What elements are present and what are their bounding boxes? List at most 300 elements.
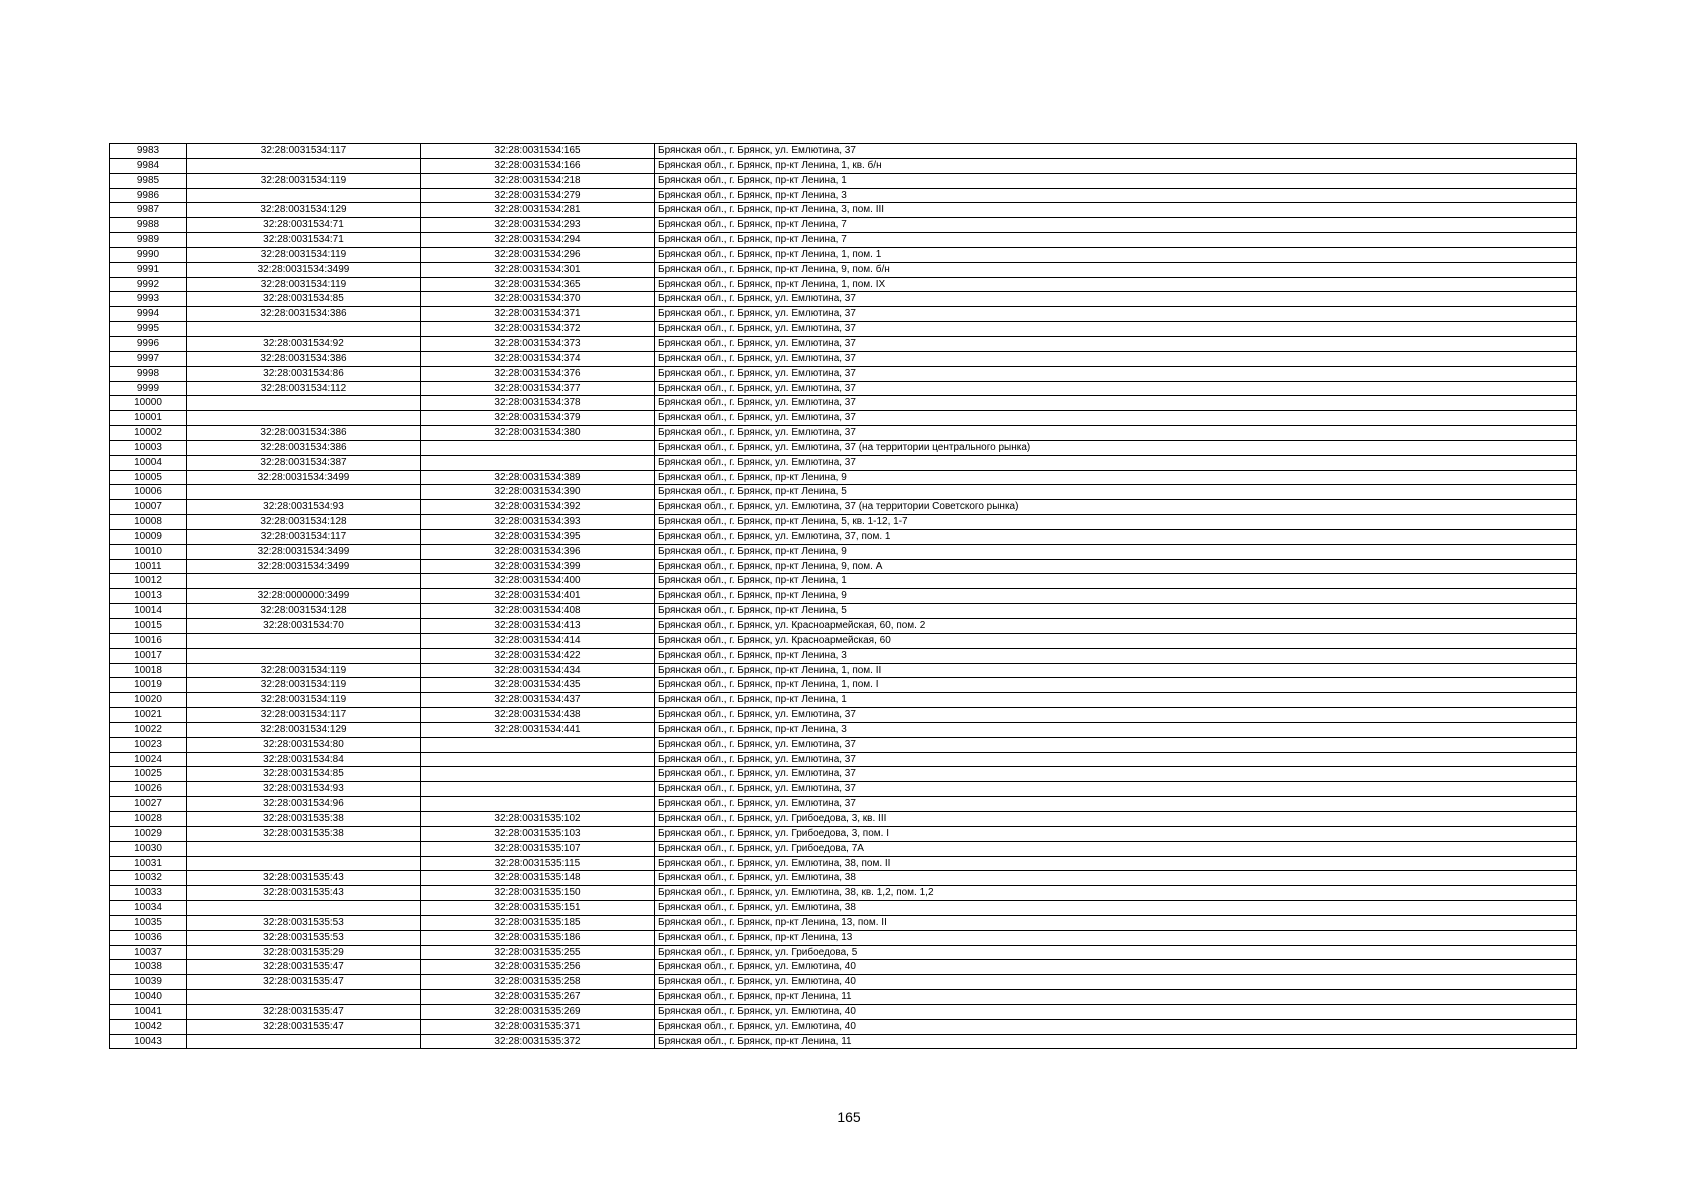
table-row (110, 960, 1577, 975)
parcel-number-cell: 32:28:0031534:128 (187, 604, 421, 619)
address-cell: Брянская обл., г. Брянск, пр-кт Ленина, 1, пом. II (655, 663, 1577, 678)
parcel-number-cell: 32:28:0031535:53 (187, 930, 421, 945)
address-cell: Брянская обл., г. Брянск, ул. Грибоедова, 7А (655, 841, 1577, 856)
parcel-number-cell (187, 322, 421, 337)
table-row (110, 336, 1577, 351)
parcel-number-cell: 32:28:0031534:3499 (187, 470, 421, 485)
address-cell: Брянская обл., г. Брянск, ул. Грибоедова, 5 (655, 945, 1577, 960)
parcel-number-cell: 32:28:0031534:80 (187, 737, 421, 752)
row-number-cell: 10039 (110, 975, 187, 990)
table-row (110, 262, 1577, 277)
table-row (110, 470, 1577, 485)
address-cell: Брянская обл., г. Брянск, пр-кт Ленина, 1, пом. I (655, 678, 1577, 693)
cadastral-number-cell: 32:28:0031535:103 (421, 826, 655, 841)
table-row (110, 144, 1577, 159)
parcel-number-cell (187, 188, 421, 203)
cadastral-number-cell: 32:28:0031535:372 (421, 1034, 655, 1049)
parcel-number-cell: 32:28:0031535:53 (187, 915, 421, 930)
row-number-cell: 10002 (110, 426, 187, 441)
address-cell: Брянская обл., г. Брянск, ул. Красноармейская, 60, пом. 2 (655, 619, 1577, 634)
row-number-cell: 10015 (110, 619, 187, 634)
table-row (110, 648, 1577, 663)
parcel-number-cell: 32:28:0031534:86 (187, 366, 421, 381)
parcel-number-cell: 32:28:0031535:47 (187, 960, 421, 975)
parcel-number-cell: 32:28:0031534:84 (187, 752, 421, 767)
cadastral-number-cell: 32:28:0031535:185 (421, 915, 655, 930)
table-row (110, 173, 1577, 188)
cadastral-number-cell: 32:28:0031535:150 (421, 886, 655, 901)
row-number-cell: 10037 (110, 945, 187, 960)
parcel-number-cell: 32:28:0031534:3499 (187, 262, 421, 277)
parcel-number-cell (187, 648, 421, 663)
address-cell: Брянская обл., г. Брянск, пр-кт Ленина, 1 (655, 173, 1577, 188)
address-cell: Брянская обл., г. Брянск, пр-кт Ленина, 7 (655, 218, 1577, 233)
table-row (110, 426, 1577, 441)
row-number-cell: 9996 (110, 336, 187, 351)
row-number-cell: 9991 (110, 262, 187, 277)
table-row (110, 945, 1577, 960)
parcel-number-cell: 32:28:0031534:119 (187, 173, 421, 188)
address-cell: Брянская обл., г. Брянск, пр-кт Ленина, 3 (655, 648, 1577, 663)
table-row (110, 841, 1577, 856)
address-cell: Брянская обл., г. Брянск, пр-кт Ленина, 11 (655, 990, 1577, 1005)
row-number-cell: 10028 (110, 811, 187, 826)
cadastral-number-cell: 32:28:0031534:293 (421, 218, 655, 233)
parcel-number-cell: 32:28:0031534:119 (187, 693, 421, 708)
parcel-number-cell (187, 990, 421, 1005)
table-row (110, 500, 1577, 515)
address-cell: Брянская обл., г. Брянск, пр-кт Ленина, 1 (655, 693, 1577, 708)
table-row (110, 990, 1577, 1005)
table-row (110, 233, 1577, 248)
parcel-number-cell: 32:28:0031534:93 (187, 782, 421, 797)
address-cell: Брянская обл., г. Брянск, ул. Емлютина, 37 (655, 292, 1577, 307)
cadastral-number-cell: 32:28:0031534:434 (421, 663, 655, 678)
address-cell: Брянская обл., г. Брянск, ул. Емлютина, 37 (655, 455, 1577, 470)
table-row (110, 544, 1577, 559)
cadastral-number-cell: 32:28:0031534:372 (421, 322, 655, 337)
parcel-number-cell: 32:28:0031534:128 (187, 515, 421, 530)
page-number: 165 (837, 1109, 861, 1125)
address-cell: Брянская обл., г. Брянск, ул. Емлютина, 37 (655, 797, 1577, 812)
row-number-cell: 10014 (110, 604, 187, 619)
parcel-number-cell: 32:28:0031534:96 (187, 797, 421, 812)
row-number-cell: 10036 (110, 930, 187, 945)
table-row (110, 871, 1577, 886)
parcel-number-cell (187, 485, 421, 500)
row-number-cell: 9983 (110, 144, 187, 159)
table-row (110, 485, 1577, 500)
registry-table-body (110, 144, 1577, 1049)
address-cell: Брянская обл., г. Брянск, пр-кт Ленина, 5 (655, 604, 1577, 619)
address-cell: Брянская обл., г. Брянск, ул. Емлютина, 37 (655, 752, 1577, 767)
cadastral-number-cell: 32:28:0031534:422 (421, 648, 655, 663)
row-number-cell: 10016 (110, 633, 187, 648)
table-row (110, 307, 1577, 322)
address-cell: Брянская обл., г. Брянск, пр-кт Ленина, 9 (655, 544, 1577, 559)
address-cell: Брянская обл., г. Брянск, пр-кт Ленина, 13 (655, 930, 1577, 945)
cadastral-number-cell: 32:28:0031534:374 (421, 351, 655, 366)
cadastral-number-cell: 32:28:0031535:107 (421, 841, 655, 856)
parcel-number-cell: 32:28:0031534:70 (187, 619, 421, 634)
parcel-number-cell (187, 841, 421, 856)
parcel-number-cell (187, 411, 421, 426)
row-number-cell: 10042 (110, 1019, 187, 1034)
table-row (110, 559, 1577, 574)
cadastral-number-cell: 32:28:0031534:378 (421, 396, 655, 411)
table-row (110, 856, 1577, 871)
parcel-number-cell (187, 1034, 421, 1049)
table-row (110, 678, 1577, 693)
address-cell: Брянская обл., г. Брянск, ул. Емлютина, 37 (655, 782, 1577, 797)
cadastral-number-cell: 32:28:0031534:376 (421, 366, 655, 381)
table-row (110, 737, 1577, 752)
row-number-cell: 10024 (110, 752, 187, 767)
table-row (110, 663, 1577, 678)
table-row (110, 203, 1577, 218)
table-row (110, 797, 1577, 812)
cadastral-number-cell: 32:28:0031534:380 (421, 426, 655, 441)
row-number-cell: 9986 (110, 188, 187, 203)
row-number-cell: 10038 (110, 960, 187, 975)
cadastral-number-cell (421, 767, 655, 782)
parcel-number-cell: 32:28:0031534:71 (187, 218, 421, 233)
address-cell: Брянская обл., г. Брянск, ул. Емлютина, 37 (655, 767, 1577, 782)
table-row (110, 915, 1577, 930)
address-cell: Брянская обл., г. Брянск, пр-кт Ленина, 5, кв. 1-12, 1-7 (655, 515, 1577, 530)
address-cell: Брянская обл., г. Брянск, ул. Грибоедова, 3, кв. III (655, 811, 1577, 826)
table-row (110, 901, 1577, 916)
cadastral-number-cell: 32:28:0031535:255 (421, 945, 655, 960)
row-number-cell: 9999 (110, 381, 187, 396)
cadastral-number-cell: 32:28:0031534:166 (421, 158, 655, 173)
cadastral-number-cell: 32:28:0031535:267 (421, 990, 655, 1005)
address-cell: Брянская обл., г. Брянск, пр-кт Ленина, 1, кв. б/н (655, 158, 1577, 173)
address-cell: Брянская обл., г. Брянск, ул. Емлютина, 37 (на территории центрального рынка) (655, 440, 1577, 455)
parcel-number-cell: 32:28:0031535:47 (187, 1004, 421, 1019)
address-cell: Брянская обл., г. Брянск, пр-кт Ленина, 1, пом. 1 (655, 247, 1577, 262)
property-registry-table (109, 143, 1577, 1049)
address-cell: Брянская обл., г. Брянск, ул. Емлютина, 37 (655, 396, 1577, 411)
table-row (110, 975, 1577, 990)
row-number-cell: 10008 (110, 515, 187, 530)
table-row (110, 247, 1577, 262)
address-cell: Брянская обл., г. Брянск, пр-кт Ленина, 9, пом. б/н (655, 262, 1577, 277)
address-cell: Брянская обл., г. Брянск, ул. Емлютина, 37 (655, 351, 1577, 366)
table-row (110, 604, 1577, 619)
row-number-cell: 10004 (110, 455, 187, 470)
address-cell: Брянская обл., г. Брянск, пр-кт Ленина, 3 (655, 188, 1577, 203)
cadastral-number-cell: 32:28:0031534:390 (421, 485, 655, 500)
parcel-number-cell: 32:28:0031534:85 (187, 767, 421, 782)
cadastral-number-cell: 32:28:0031534:437 (421, 693, 655, 708)
parcel-number-cell: 32:28:0031535:43 (187, 871, 421, 886)
address-cell: Брянская обл., г. Брянск, пр-кт Ленина, 13, пом. II (655, 915, 1577, 930)
cadastral-number-cell: 32:28:0031534:435 (421, 678, 655, 693)
cadastral-number-cell: 32:28:0031534:377 (421, 381, 655, 396)
parcel-number-cell: 32:28:0031534:3499 (187, 544, 421, 559)
address-cell: Брянская обл., г. Брянск, ул. Емлютина, 38 (655, 901, 1577, 916)
row-number-cell: 9993 (110, 292, 187, 307)
address-cell: Брянская обл., г. Брянск, ул. Емлютина, 40 (655, 1019, 1577, 1034)
address-cell: Брянская обл., г. Брянск, пр-кт Ленина, 3, пом. III (655, 203, 1577, 218)
table-row (110, 1034, 1577, 1049)
cadastral-number-cell: 32:28:0031535:258 (421, 975, 655, 990)
table-row (110, 277, 1577, 292)
row-number-cell: 10001 (110, 411, 187, 426)
row-number-cell: 9989 (110, 233, 187, 248)
cadastral-number-cell: 32:28:0031534:393 (421, 515, 655, 530)
cadastral-number-cell: 32:28:0031534:373 (421, 336, 655, 351)
row-number-cell: 10025 (110, 767, 187, 782)
cadastral-number-cell: 32:28:0031534:401 (421, 589, 655, 604)
cadastral-number-cell: 32:28:0031534:395 (421, 529, 655, 544)
cadastral-number-cell: 32:28:0031534:281 (421, 203, 655, 218)
table-row (110, 455, 1577, 470)
table-row (110, 633, 1577, 648)
row-number-cell: 10012 (110, 574, 187, 589)
parcel-number-cell (187, 574, 421, 589)
parcel-number-cell: 32:28:0031534:386 (187, 351, 421, 366)
table-row (110, 886, 1577, 901)
table-row (110, 826, 1577, 841)
cadastral-number-cell (421, 782, 655, 797)
table-row (110, 440, 1577, 455)
row-number-cell: 10041 (110, 1004, 187, 1019)
table-row (110, 619, 1577, 634)
row-number-cell: 9988 (110, 218, 187, 233)
table-row (110, 322, 1577, 337)
parcel-number-cell: 32:28:0000000:3499 (187, 589, 421, 604)
parcel-number-cell: 32:28:0031534:119 (187, 277, 421, 292)
row-number-cell: 10031 (110, 856, 187, 871)
cadastral-number-cell: 32:28:0031534:296 (421, 247, 655, 262)
row-number-cell: 10019 (110, 678, 187, 693)
parcel-number-cell: 32:28:0031534:386 (187, 440, 421, 455)
row-number-cell: 9987 (110, 203, 187, 218)
row-number-cell: 10017 (110, 648, 187, 663)
cadastral-number-cell: 32:28:0031534:438 (421, 708, 655, 723)
address-cell: Брянская обл., г. Брянск, ул. Емлютина, 37 (655, 366, 1577, 381)
table-row (110, 782, 1577, 797)
row-number-cell: 9985 (110, 173, 187, 188)
row-number-cell: 10029 (110, 826, 187, 841)
address-cell: Брянская обл., г. Брянск, ул. Емлютина, 40 (655, 960, 1577, 975)
address-cell: Брянская обл., г. Брянск, ул. Емлютина, 37 (655, 322, 1577, 337)
parcel-number-cell: 32:28:0031534:85 (187, 292, 421, 307)
row-number-cell: 10013 (110, 589, 187, 604)
table-row (110, 158, 1577, 173)
table-row (110, 811, 1577, 826)
row-number-cell: 10022 (110, 722, 187, 737)
cadastral-number-cell: 32:28:0031534:414 (421, 633, 655, 648)
address-cell: Брянская обл., г. Брянск, пр-кт Ленина, 9, пом. А (655, 559, 1577, 574)
row-number-cell: 9998 (110, 366, 187, 381)
row-number-cell: 10011 (110, 559, 187, 574)
cadastral-number-cell: 32:28:0031535:186 (421, 930, 655, 945)
address-cell: Брянская обл., г. Брянск, ул. Емлютина, 37 (655, 708, 1577, 723)
address-cell: Брянская обл., г. Брянск, ул. Емлютина, 37 (655, 307, 1577, 322)
cadastral-number-cell (421, 737, 655, 752)
row-number-cell: 10026 (110, 782, 187, 797)
cadastral-number-cell: 32:28:0031535:151 (421, 901, 655, 916)
parcel-number-cell: 32:28:0031534:129 (187, 203, 421, 218)
address-cell: Брянская обл., г. Брянск, ул. Емлютина, 38, кв. 1,2, пом. 1,2 (655, 886, 1577, 901)
cadastral-number-cell: 32:28:0031534:279 (421, 188, 655, 203)
address-cell: Брянская обл., г. Брянск, ул. Емлютина, 37 (655, 336, 1577, 351)
address-cell: Брянская обл., г. Брянск, ул. Емлютина, 38 (655, 871, 1577, 886)
table-row (110, 767, 1577, 782)
cadastral-number-cell: 32:28:0031535:115 (421, 856, 655, 871)
row-number-cell: 10033 (110, 886, 187, 901)
parcel-number-cell: 32:28:0031534:112 (187, 381, 421, 396)
cadastral-number-cell: 32:28:0031534:413 (421, 619, 655, 634)
cadastral-number-cell: 32:28:0031534:371 (421, 307, 655, 322)
address-cell: Брянская обл., г. Брянск, ул. Емлютина, 37, пом. 1 (655, 529, 1577, 544)
address-cell: Брянская обл., г. Брянск, ул. Емлютина, 38, пом. II (655, 856, 1577, 871)
parcel-number-cell: 32:28:0031534:386 (187, 426, 421, 441)
parcel-number-cell: 32:28:0031534:119 (187, 663, 421, 678)
table-row (110, 1019, 1577, 1034)
cadastral-number-cell: 32:28:0031534:218 (421, 173, 655, 188)
cadastral-number-cell: 32:28:0031534:165 (421, 144, 655, 159)
parcel-number-cell: 32:28:0031534:3499 (187, 559, 421, 574)
parcel-number-cell: 32:28:0031534:119 (187, 247, 421, 262)
address-cell: Брянская обл., г. Брянск, пр-кт Ленина, 9 (655, 470, 1577, 485)
table-row (110, 292, 1577, 307)
cadastral-number-cell: 32:28:0031535:269 (421, 1004, 655, 1019)
row-number-cell: 9994 (110, 307, 187, 322)
address-cell: Брянская обл., г. Брянск, пр-кт Ленина, 5 (655, 485, 1577, 500)
table-row (110, 396, 1577, 411)
cadastral-number-cell: 32:28:0031534:396 (421, 544, 655, 559)
cadastral-number-cell (421, 752, 655, 767)
row-number-cell: 10000 (110, 396, 187, 411)
parcel-number-cell: 32:28:0031534:71 (187, 233, 421, 248)
address-cell: Брянская обл., г. Брянск, ул. Емлютина, 37 (655, 381, 1577, 396)
address-cell: Брянская обл., г. Брянск, ул. Емлютина, 37 (655, 737, 1577, 752)
row-number-cell: 9992 (110, 277, 187, 292)
parcel-number-cell: 32:28:0031535:47 (187, 1019, 421, 1034)
parcel-number-cell: 32:28:0031534:93 (187, 500, 421, 515)
cadastral-number-cell: 32:28:0031534:400 (421, 574, 655, 589)
address-cell: Брянская обл., г. Брянск, пр-кт Ленина, 9 (655, 589, 1577, 604)
table-row (110, 752, 1577, 767)
table-row (110, 411, 1577, 426)
address-cell: Брянская обл., г. Брянск, пр-кт Ленина, 7 (655, 233, 1577, 248)
address-cell: Брянская обл., г. Брянск, пр-кт Ленина, 3 (655, 722, 1577, 737)
row-number-cell: 10043 (110, 1034, 187, 1049)
row-number-cell: 10021 (110, 708, 187, 723)
row-number-cell: 10007 (110, 500, 187, 515)
row-number-cell: 9990 (110, 247, 187, 262)
row-number-cell: 10040 (110, 990, 187, 1005)
parcel-number-cell: 32:28:0031535:43 (187, 886, 421, 901)
row-number-cell: 9984 (110, 158, 187, 173)
cadastral-number-cell: 32:28:0031534:365 (421, 277, 655, 292)
parcel-number-cell: 32:28:0031534:119 (187, 678, 421, 693)
table-row (110, 708, 1577, 723)
parcel-number-cell: 32:28:0031534:92 (187, 336, 421, 351)
row-number-cell: 10009 (110, 529, 187, 544)
cadastral-number-cell: 32:28:0031535:256 (421, 960, 655, 975)
row-number-cell: 10032 (110, 871, 187, 886)
table-row (110, 930, 1577, 945)
address-cell: Брянская обл., г. Брянск, пр-кт Ленина, 1, пом. IX (655, 277, 1577, 292)
table-row (110, 351, 1577, 366)
table-row (110, 529, 1577, 544)
cadastral-number-cell (421, 797, 655, 812)
parcel-number-cell: 32:28:0031534:386 (187, 307, 421, 322)
cadastral-number-cell: 32:28:0031534:399 (421, 559, 655, 574)
parcel-number-cell: 32:28:0031535:29 (187, 945, 421, 960)
row-number-cell: 10018 (110, 663, 187, 678)
address-cell: Брянская обл., г. Брянск, ул. Красноармейская, 60 (655, 633, 1577, 648)
address-cell: Брянская обл., г. Брянск, ул. Емлютина, 37 (655, 144, 1577, 159)
row-number-cell: 10005 (110, 470, 187, 485)
parcel-number-cell (187, 396, 421, 411)
cadastral-number-cell: 32:28:0031534:408 (421, 604, 655, 619)
cadastral-number-cell: 32:28:0031534:379 (421, 411, 655, 426)
address-cell: Брянская обл., г. Брянск, ул. Емлютина, 40 (655, 1004, 1577, 1019)
table-row (110, 366, 1577, 381)
parcel-number-cell: 32:28:0031534:117 (187, 708, 421, 723)
cadastral-number-cell: 32:28:0031535:148 (421, 871, 655, 886)
cadastral-number-cell: 32:28:0031534:389 (421, 470, 655, 485)
parcel-number-cell (187, 856, 421, 871)
row-number-cell: 10034 (110, 901, 187, 916)
address-cell: Брянская обл., г. Брянск, пр-кт Ленина, 1 (655, 574, 1577, 589)
cadastral-number-cell: 32:28:0031535:371 (421, 1019, 655, 1034)
parcel-number-cell (187, 901, 421, 916)
parcel-number-cell: 32:28:0031535:38 (187, 826, 421, 841)
row-number-cell: 10003 (110, 440, 187, 455)
row-number-cell: 10023 (110, 737, 187, 752)
cadastral-number-cell: 32:28:0031534:370 (421, 292, 655, 307)
address-cell: Брянская обл., г. Брянск, ул. Грибоедова, 3, пом. I (655, 826, 1577, 841)
table-row (110, 589, 1577, 604)
parcel-number-cell: 32:28:0031534:129 (187, 722, 421, 737)
cadastral-number-cell: 32:28:0031534:392 (421, 500, 655, 515)
cadastral-number-cell (421, 455, 655, 470)
row-number-cell: 9995 (110, 322, 187, 337)
parcel-number-cell (187, 158, 421, 173)
cadastral-number-cell (421, 440, 655, 455)
address-cell: Брянская обл., г. Брянск, ул. Емлютина, 40 (655, 975, 1577, 990)
address-cell: Брянская обл., г. Брянск, пр-кт Ленина, 11 (655, 1034, 1577, 1049)
row-number-cell: 9997 (110, 351, 187, 366)
parcel-number-cell: 32:28:0031534:117 (187, 529, 421, 544)
table-row (110, 722, 1577, 737)
table-row (110, 693, 1577, 708)
row-number-cell: 10020 (110, 693, 187, 708)
row-number-cell: 10035 (110, 915, 187, 930)
row-number-cell: 10006 (110, 485, 187, 500)
table-row (110, 574, 1577, 589)
cadastral-number-cell: 32:28:0031534:441 (421, 722, 655, 737)
parcel-number-cell: 32:28:0031534:117 (187, 144, 421, 159)
address-cell: Брянская обл., г. Брянск, ул. Емлютина, 37 (655, 411, 1577, 426)
table-row (110, 218, 1577, 233)
cadastral-number-cell: 32:28:0031534:294 (421, 233, 655, 248)
cadastral-number-cell: 32:28:0031534:301 (421, 262, 655, 277)
address-cell: Брянская обл., г. Брянск, ул. Емлютина, 37 (на территории Советского рынка) (655, 500, 1577, 515)
address-cell: Брянская обл., г. Брянск, ул. Емлютина, 37 (655, 426, 1577, 441)
parcel-number-cell (187, 633, 421, 648)
parcel-number-cell: 32:28:0031535:38 (187, 811, 421, 826)
table-row (110, 381, 1577, 396)
table-row (110, 188, 1577, 203)
